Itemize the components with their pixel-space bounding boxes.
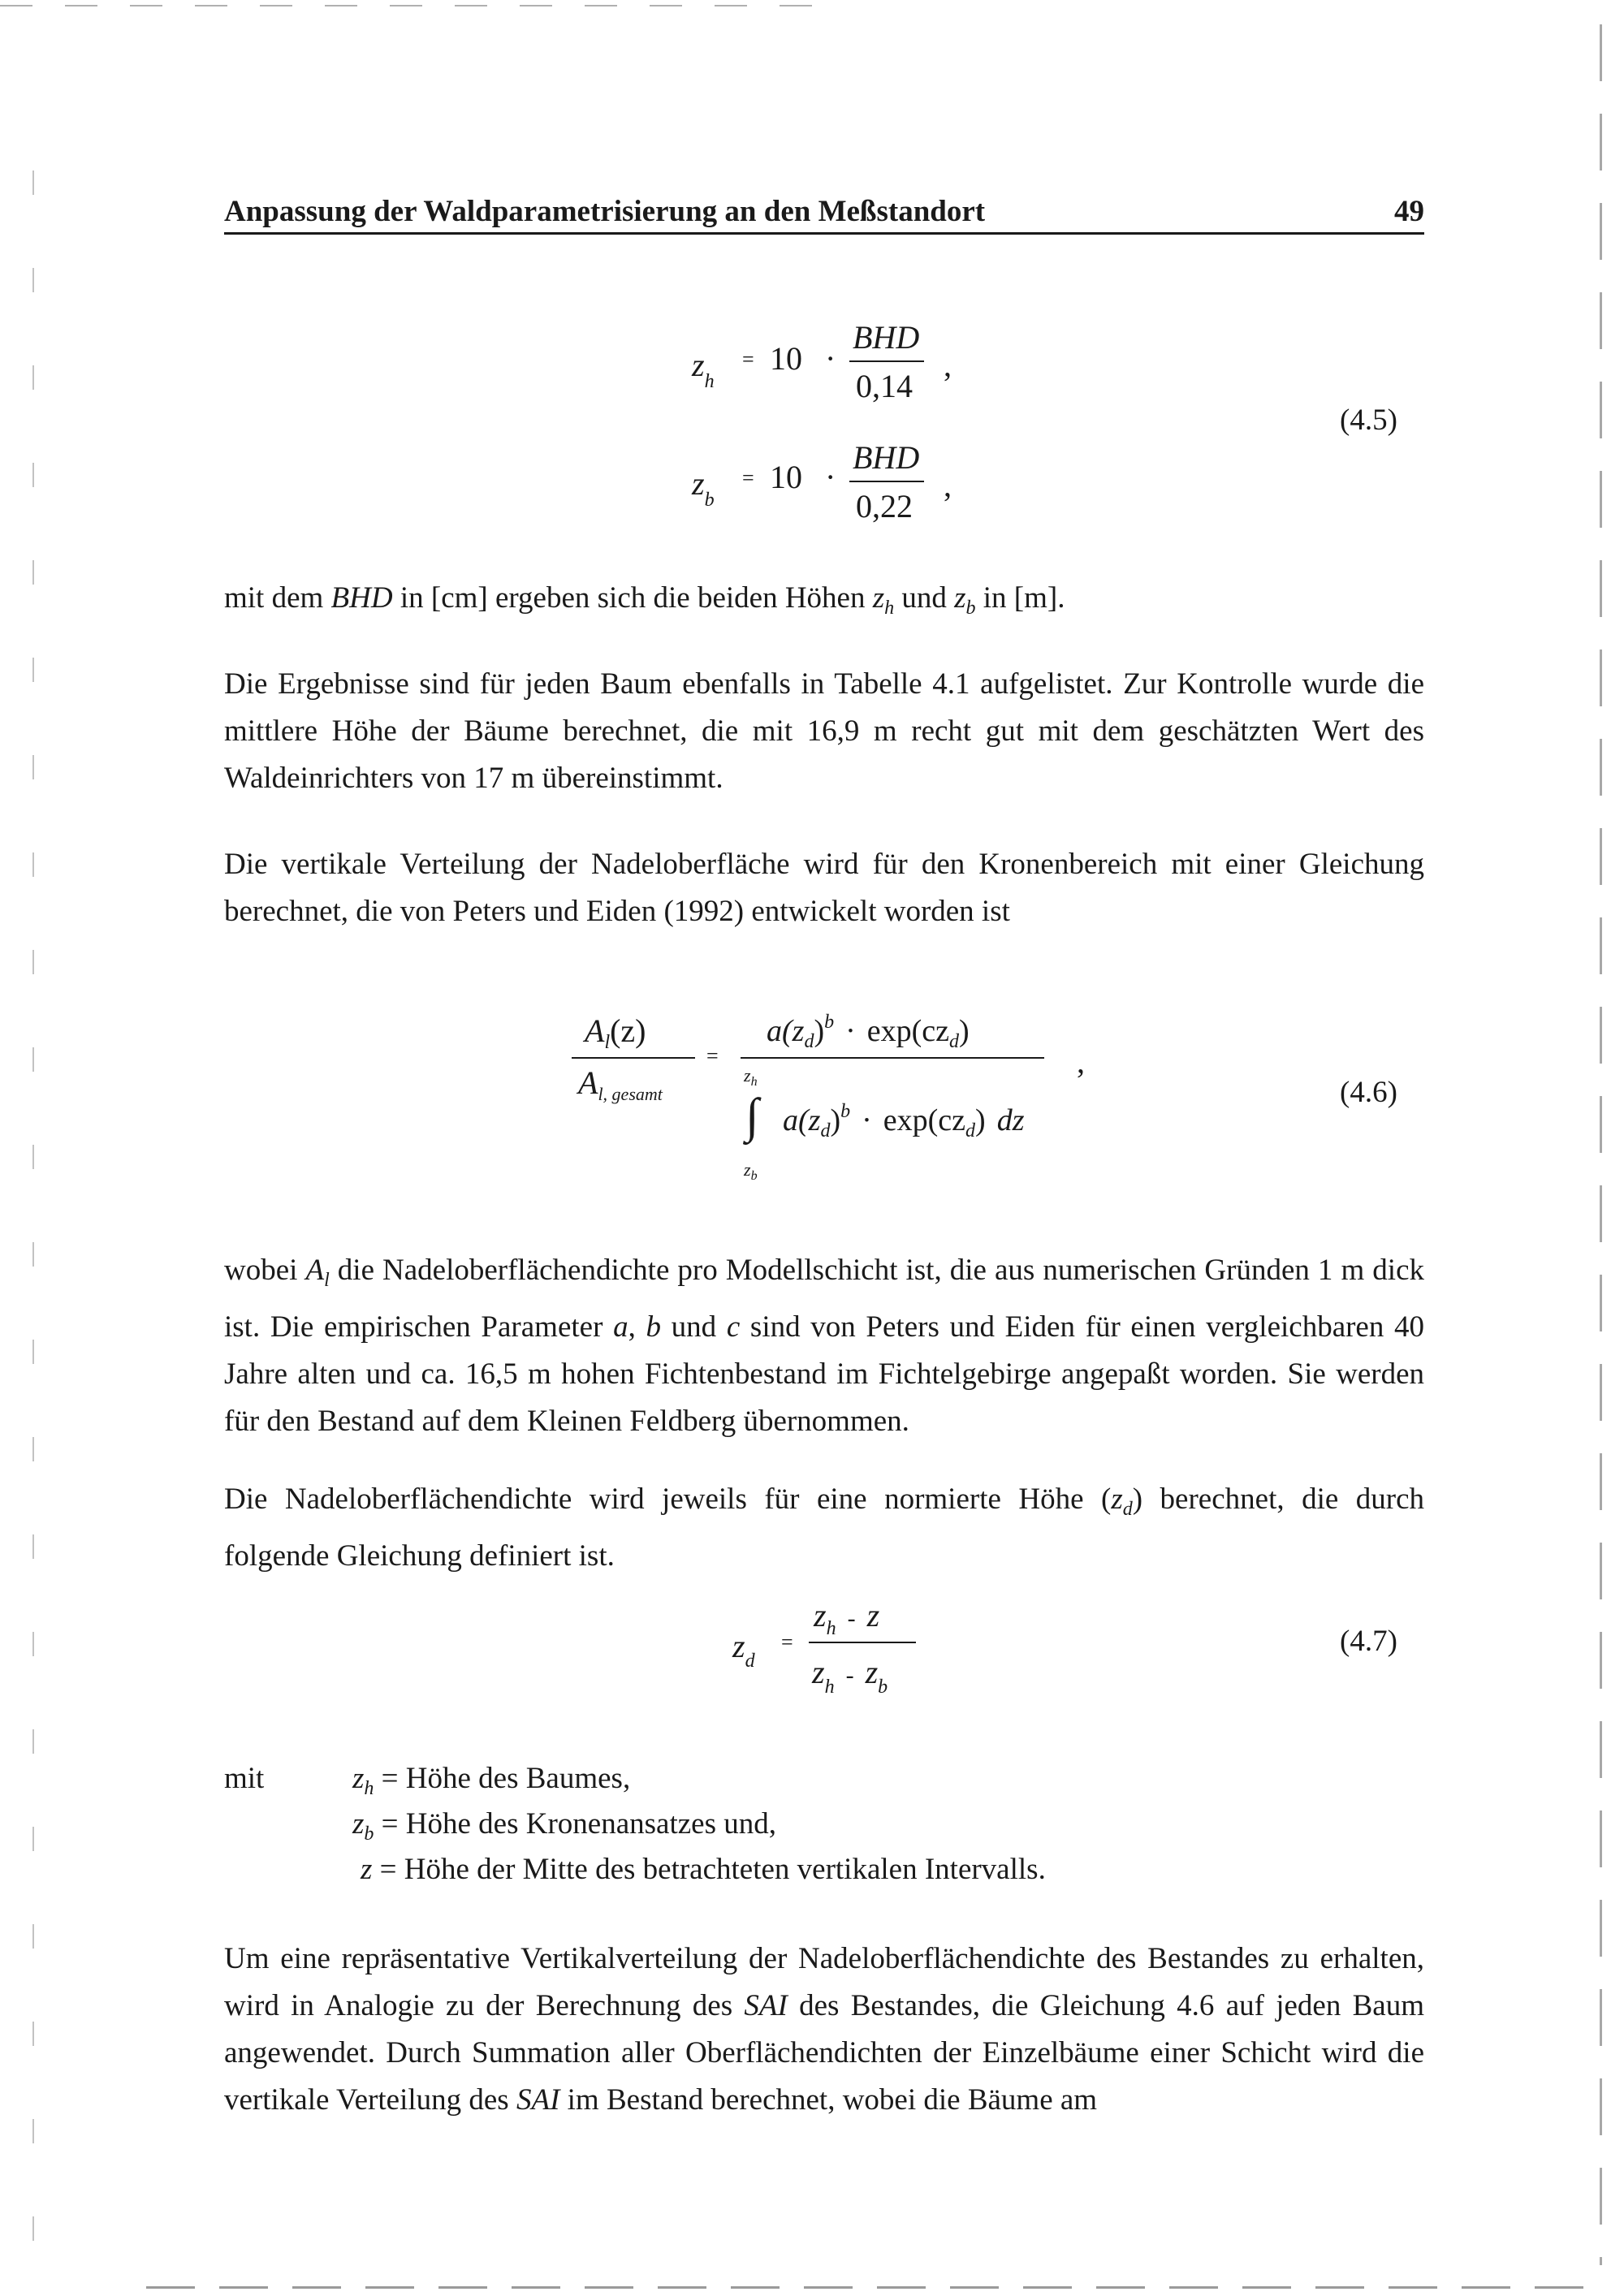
eq46-int-upper-sub: h (750, 1075, 758, 1089)
eq46-rhs-den-sub: d (820, 1120, 831, 1142)
eq45-row2-fraction-bar (849, 481, 924, 482)
eq47-num-z: z (814, 1597, 827, 1634)
legend-row-1-sub: h (364, 1778, 374, 1799)
eq46-rhs-num-exp: exp(cz (866, 1014, 950, 1048)
legend-mit: mit (224, 1762, 265, 1795)
eq45-row2-comma: , (944, 467, 952, 503)
para4-sub-l: l (324, 1270, 330, 1291)
scan-line-left (32, 170, 34, 2241)
para1-var-zh: z (872, 581, 885, 615)
legend-row-z (361, 1849, 1046, 1890)
eq46-rhs-fraction-bar (741, 1057, 1044, 1059)
para4-param-a: a (613, 1310, 628, 1344)
eq46-rhs-den-dot: · (862, 1103, 872, 1137)
eq45-row1-dot: · (825, 340, 836, 377)
eq47-num (814, 1596, 880, 1639)
eq46-int-lower-sub: b (750, 1169, 758, 1183)
eq47-den-z: z (812, 1654, 825, 1690)
eq47-eq: = (781, 1630, 793, 1654)
eq47-lhs-z: z (732, 1628, 745, 1664)
page-number: 49 (1394, 195, 1424, 228)
para6-text-3: im Bestand berechnet, wobei die Bäume am (559, 2083, 1098, 2117)
eq46-int-lower (744, 1159, 758, 1184)
legend-row-2-sub: b (364, 1823, 374, 1845)
eq46-lhs-den-sub: l, gesamt (598, 1084, 663, 1104)
legend-row-2-text: = Höhe des Kronenansatzes und, (374, 1807, 776, 1841)
eq47-den (812, 1653, 888, 1698)
eq45-row1-num-text: BHD (853, 319, 920, 356)
legend-row-zh (352, 1759, 630, 1809)
scan-line-bottom (146, 2286, 1600, 2289)
eq46-lhs-den-a: A (578, 1064, 598, 1101)
eq46-rhs-num-a: a(z (767, 1014, 805, 1048)
para1-var-zb: z (954, 581, 966, 615)
eq46-rhs-den-exp-close: ) (975, 1103, 986, 1137)
eq47-label: (4.7) (1340, 1625, 1397, 1658)
eq45-row2-lhs (692, 464, 715, 511)
para6-sai-1: SAI (744, 1989, 788, 2022)
scan-line-right (1600, 24, 1602, 2265)
eq45-row2-var: z (692, 465, 705, 502)
eq46-lhs-num-a: A (585, 1012, 605, 1049)
eq46-lhs-den (578, 1064, 663, 1105)
eq45-row1-sub: h (704, 371, 715, 392)
para1-text-4: in [m]. (975, 581, 1065, 615)
eq45-row2-coef: 10 (770, 459, 802, 495)
eq47-num-z2: z (866, 1597, 880, 1634)
eq45-row1-var: z (692, 347, 705, 383)
eq46-int-lower-z: z (744, 1159, 751, 1180)
eq46-lhs-num-arg: (z) (610, 1012, 646, 1049)
eq46-rhs-den-dz: dz (996, 1103, 1025, 1137)
scan-line-top (0, 5, 812, 6)
para1-text-2: in [cm] ergeben sich die beiden Höhen (392, 581, 873, 615)
legend-row-1-text: = Höhe des Baumes, (374, 1762, 631, 1795)
para4-text-3: , (628, 1310, 646, 1344)
paragraph-3: Die vertikale Verteilung der Nadeloberfläche wird für den Kronenbereich mit einer Gleichung berechnet, die von Peters und Eiden (1992) entwickelt worden ist (224, 848, 1424, 928)
eq46-rhs-num-sup: b (824, 1012, 835, 1033)
para4-param-c: c (726, 1310, 741, 1344)
eq46-rhs-den-sup: b (840, 1101, 851, 1122)
para1-text-3: und (894, 581, 955, 615)
eq46-int-upper (744, 1065, 758, 1090)
eq45-row1-eq: = (742, 347, 754, 371)
legend-row-2-var: z (352, 1807, 365, 1841)
eq46-rhs-num-exp-close: ) (959, 1014, 970, 1048)
paragraph-6 (224, 1936, 1424, 2124)
eq46-rhs-den-exp: exp(cz (883, 1103, 966, 1137)
para1-bhd: BHD (330, 581, 393, 615)
para1-sub-b: b (965, 598, 976, 619)
eq45-label: (4.5) (1340, 404, 1397, 437)
legend-row-3-text: = Höhe der Mitte des betrachteten vertikalen Intervalls. (372, 1853, 1046, 1886)
eq46-rhs-den-close: ) (830, 1103, 841, 1137)
eq45-row1-num (853, 318, 919, 356)
paragraph-1 (224, 575, 1424, 632)
paragraph-5 (224, 1476, 1424, 1580)
para6-text-1: Um eine repräsentative Vertikalverteilung der Nadeloberflächendichte des Bestandes zu erhalten, wird in Analogie zu der Berechnung des (224, 1942, 1424, 2022)
eq46-rhs-num-close: ) (814, 1014, 825, 1048)
eq47-num-sub: h (826, 1618, 836, 1639)
eq47-lhs-sub: d (745, 1651, 755, 1672)
eq47-lhs (732, 1627, 755, 1672)
running-header (224, 192, 1424, 235)
eq46-lhs-fraction-bar (572, 1057, 695, 1059)
eq46-rhs-num-dot: · (845, 1014, 856, 1048)
eq45-row2-num (853, 438, 919, 477)
running-header-title: Anpassung der Waldparametrisierung an den Meßstandort (224, 195, 986, 228)
eq45-row1-fraction-bar (849, 360, 924, 362)
eq45-row2-dot: · (825, 459, 836, 495)
eq45-row2-eq: = (742, 466, 754, 490)
para4-text-1: wobei (224, 1254, 306, 1287)
para4-var-a: A (305, 1254, 325, 1287)
eq45-row2-num-text: BHD (853, 439, 920, 476)
eq47-den-sub: h (824, 1677, 835, 1698)
para6-text-2: des Bestandes, die Gleichung 4.6 auf jeden Baum angewendet. Durch Summation aller Oberflächendichten der Einzelbäume einer Schicht wird die vertikale Verteilung des (224, 1989, 1424, 2117)
eq47-num-minus: - (847, 1605, 856, 1632)
para6-sai-2: SAI (516, 2083, 560, 2117)
para5-text-2: ) berechnet, die durch folgende Gleichung definiert ist. (224, 1482, 1425, 1573)
legend-row-1-var: z (352, 1762, 365, 1795)
eq47-fraction-bar (809, 1642, 916, 1643)
eq46-rhs-num-exp-sub: d (949, 1031, 960, 1052)
eq47-den-minus: - (845, 1662, 854, 1689)
paragraph-2: Die Ergebnisse sind für jeden Baum ebenfalls in Tabelle 4.1 aufgelistet. Zur Kontrolle wurde die mittlere Höhe der Bäume berechnet, die mit 16,9 m recht gut mit dem geschätzten Wert des Waldeinrichters von 17 m übereinstimmt. (224, 667, 1424, 795)
para4-param-b: b (646, 1310, 661, 1344)
para5-text-1: Die Nadeloberflächendichte wird jeweils für eine normierte Höhe ( (224, 1482, 1112, 1516)
para4-text-2: die Nadeloberflächendichte pro Modellschicht ist, die aus numerischen Gründen 1 m dick ist. Die empirischen Parameter (224, 1254, 1424, 1344)
eq45-row1-lhs (692, 346, 715, 392)
eq46-lhs-num (585, 1012, 646, 1054)
paragraph-4 (224, 1247, 1424, 1445)
para5-var-z: z (1111, 1482, 1123, 1516)
eq46-rhs-den-a: a(z (783, 1103, 821, 1137)
eq46-comma: , (1077, 1043, 1085, 1080)
eq46-rhs-num (767, 1012, 970, 1053)
legend-row-zb (352, 1804, 776, 1854)
eq45-row1-comma: , (944, 347, 952, 383)
eq45-row1-coef: 10 (770, 340, 802, 377)
legend-row-3-var: z (361, 1853, 373, 1886)
eq46-rhs-num-sub: d (804, 1031, 814, 1052)
eq46-rhs-den-exp-sub: d (965, 1120, 976, 1142)
eq45-row2-den: 0,22 (856, 488, 913, 524)
para4-text-5: sind von Peters und Eiden für einen vergleichbaren 40 Jahre alten und ca. 16,5 m hohen Fichtenbestand im Fichtelgebirge angepaßt worden. Sie werden für den Bestand auf dem Kleinen Feldberg übernommen. (224, 1310, 1425, 1438)
para1-text-1: mit dem (224, 581, 331, 615)
integral-sign: ∫ (745, 1089, 759, 1142)
eq47-den-z2-sub: b (878, 1677, 888, 1698)
eq46-rhs-den (783, 1101, 1024, 1142)
eq46-label: (4.6) (1340, 1076, 1397, 1109)
eq45-row1-den: 0,14 (856, 368, 913, 404)
para1-sub-h: h (884, 598, 895, 619)
eq45-row2-sub: b (704, 490, 715, 511)
eq46-lhs-num-sub: l (604, 1032, 611, 1053)
eq46-int-upper-z: z (744, 1065, 751, 1085)
para5-sub-d: d (1122, 1499, 1133, 1520)
eq46-eq: = (706, 1044, 719, 1068)
eq47-den-z2: z (865, 1654, 879, 1690)
para4-text-4: und (661, 1310, 727, 1344)
